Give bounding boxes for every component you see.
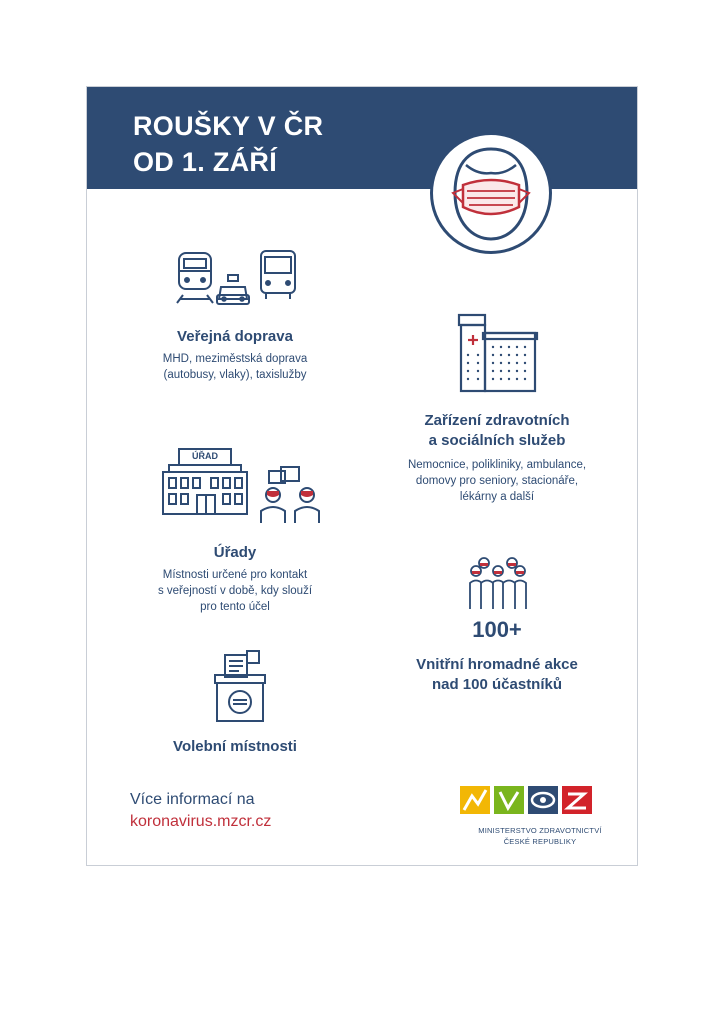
transport-desc-2: (autobusy, vlaky), taxislužby — [163, 369, 307, 381]
more-info-label: Více informací na — [130, 791, 255, 808]
events-heading-1: Vnitřní hromadné akce — [416, 656, 578, 673]
ministry-line-1: MINISTERSTVO ZDRAVOTNICTVÍ — [478, 826, 602, 835]
offices-desc-2: s veřejností v době, kdy slouží — [157, 585, 313, 597]
ministry-logo — [460, 784, 600, 818]
crowd-icon — [467, 555, 529, 615]
offices-heading: Úřady — [213, 544, 257, 561]
taxi-icon — [217, 275, 249, 304]
face-mask-icon — [430, 132, 552, 254]
health-desc-1: Nemocnice, polikliniky, ambulance, — [407, 459, 587, 471]
health-desc-3: lékárny a další — [459, 491, 535, 503]
ballot-box-icon — [211, 649, 269, 725]
website-link[interactable]: koronavirus.mzcr.cz — [130, 813, 272, 830]
offices-desc-3: pro tento účel — [200, 601, 270, 613]
title-line-2: OD 1. ZÁŘÍ — [133, 147, 278, 177]
events-heading-2: nad 100 účastníků — [431, 676, 563, 693]
poster — [86, 86, 638, 866]
office-sign: ÚŘAD — [192, 451, 218, 461]
hospital-icon — [455, 311, 541, 395]
ministry-name — [460, 825, 620, 847]
transport-heading: Veřejná doprava — [177, 328, 293, 345]
health-desc-2: domovy pro seniory, stacionáře, — [415, 475, 579, 487]
events-count: 100+ — [472, 617, 522, 642]
offices-desc-1: Místnosti určené pro kontakt — [162, 569, 308, 581]
train-icon — [177, 253, 213, 303]
transport-icons — [165, 247, 305, 312]
health-heading-1: Zařízení zdravotních — [424, 412, 570, 429]
bus-icon — [261, 251, 295, 299]
voting-heading: Volební místnosti — [173, 738, 297, 755]
ministry-line-2: ČESKÉ REPUBLIKY — [503, 837, 577, 846]
header-banner — [87, 87, 637, 189]
health-heading-2: a sociálních služeb — [428, 432, 566, 449]
transport-desc-1: MHD, meziměstská doprava — [162, 353, 308, 365]
title-line-1: ROUŠKY V ČR — [133, 111, 324, 141]
